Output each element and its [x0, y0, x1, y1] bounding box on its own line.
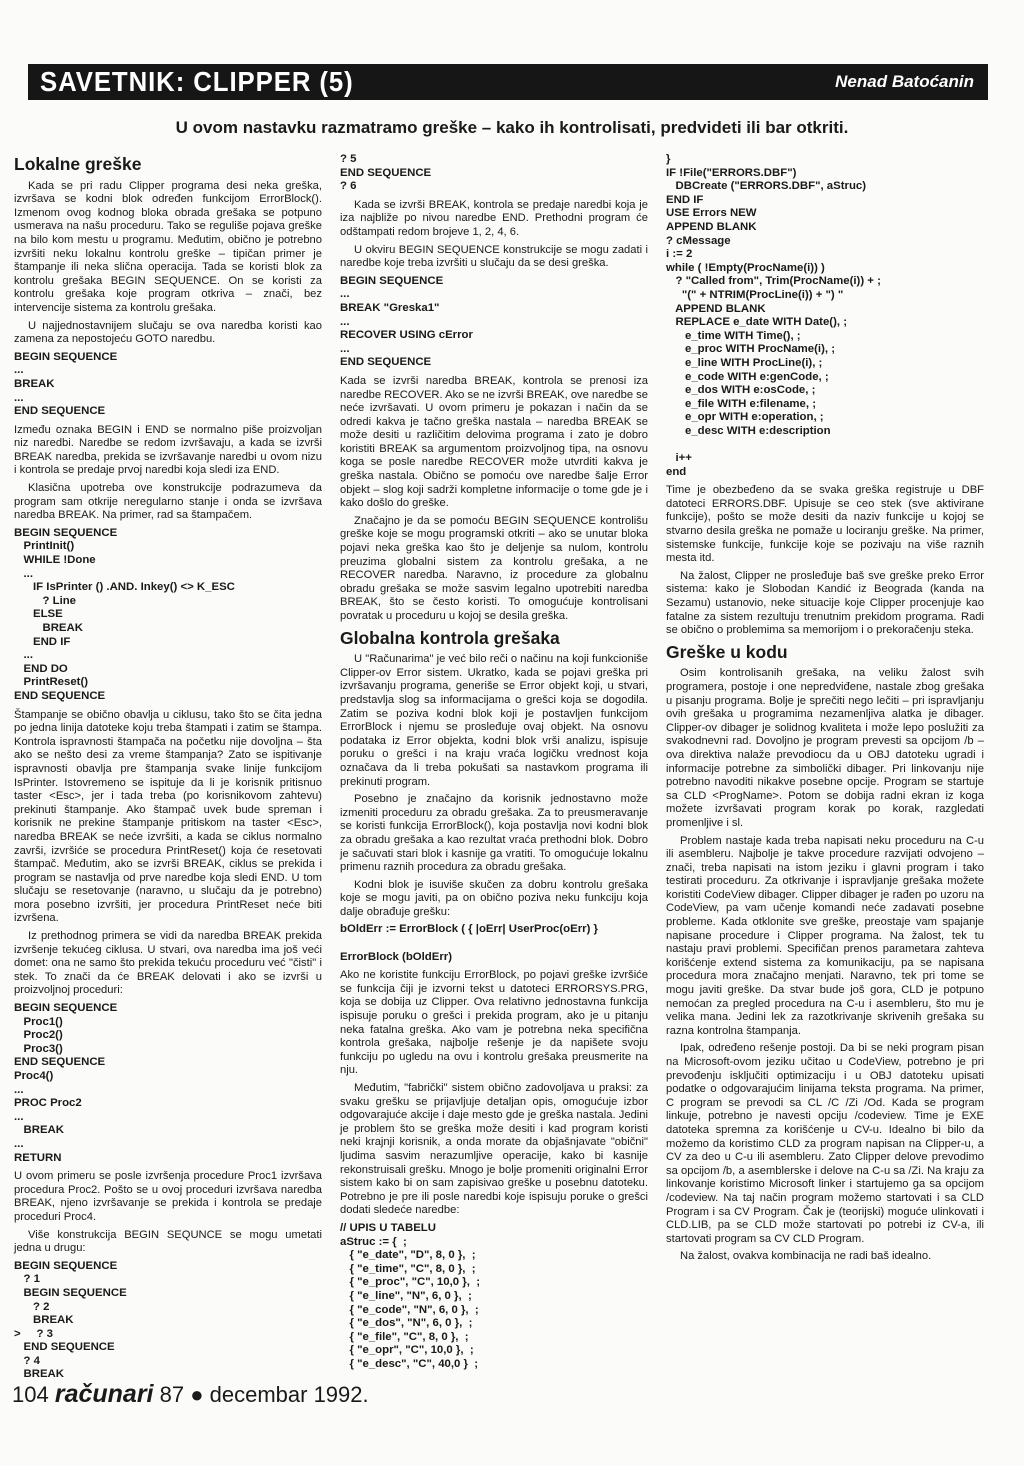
code-line: BEGIN SEQUENCE [340, 274, 444, 287]
code-line: e_file WITH e:filename, ; [666, 397, 817, 410]
code-line: END IF [14, 635, 71, 648]
code-line: { "e_date", "D", 8, 0 }, ; [340, 1249, 476, 1262]
code-line: ... [14, 649, 33, 662]
code-line: { "e_file", "C", 8, 0 }, ; [340, 1330, 469, 1343]
code-line: ? 1 [14, 1273, 40, 1286]
paragraph: Kada se izvrši naredba BREAK, kontrola se prenosi iza naredbe RECOVER. Ako se ne izvrši BREAK, ove naredbe se neće izvršavati. U ovom primeru je pokazan i način da se odredi kakva je tačno greška nastala – naredba BREAK se može desiti u različitim delovima programa i zato je dobro koristiti BREAK sa argumentom proizvoljnog tipa, na osnovu koga se posle naredbe RECOVER može utvrditi kakva je greška nastala. Obično se pomoću ove naredbe šalje Error objekt – slog koji sadrži kompletne informacije o tome gde je i kako došlo do greške. [340, 374, 648, 510]
code-line: ? 2 [14, 1300, 50, 1313]
code-line: BREAK [14, 1124, 64, 1137]
code-line: i++ [666, 452, 692, 465]
paragraph: Posebno je značajno da korisnik jednostavno može izmeniti proceduru za obradu grešaka. Za to preusmeravanje se koristi funkcija ErrorBlock(), koja postavlja novi kodni blok za obradu grešaka a kao rezultat vraća prethodni blok. Dobro je sačuvati stari blok i kasnije ga vratiti. To omogućuje lokalnu primenu raznih procedura za obradu grešaka. [340, 793, 648, 874]
paragraph: Kodni blok je isuviše skučen za dobru kontrolu grešaka koje se mogu javiti, pa on obično poziva neku funkciju koja dalje obrađuje grešku: [340, 878, 648, 918]
code-line: { "e_code", "N", 6, 0 }, ; [340, 1303, 479, 1316]
code-line: // UPIS U TABELU [340, 1221, 436, 1234]
code-line: "(" + NTRIM(ProcLine(i)) + ") " [666, 288, 844, 301]
paragraph: Iz prethodnog primera se vidi da naredba BREAK prekida izvršenje tekućeg ciklusa. U stvari, ova naredba ima još veći domet: ona ne samo što prekida tekuću proceduru već "čisti" i stek. To znači da će BREAK delovati i ako se izvrši u proizvoljnoj proceduri: [14, 930, 322, 997]
code-block [14, 1002, 322, 1165]
code-line: BREAK [14, 622, 83, 634]
code-line: Proc4() [14, 1070, 54, 1082]
paragraph: U najjednostavnijem slučaju se ova naredba koristi kao zamena za nepostojeću GOTO naredbu. [14, 319, 322, 346]
paragraph: Ipak, određeno rešenje postoji. Da bi se neki program pisan na Microsoft-ovom jeziku učitao u CodeView, potrebno je pri prevođenju isključiti optimizaciju i u OBJ datoteku upisati podatke o odgovarajućim linijama teksta programa. Na primer, C program se prevodi sa CL /C /Zi /Od. Kada se program linkuje, potrebno je navesti opciju /codeview. Time je EXE datoteka spremna za korišćenje u CV-u. Idealno bi bilo da možemo da koristimo CLD za program napisan na Clipper-u, a CV za deo u C-u ili asembleru. Zato Clipper delove prevodimo sa opcijom /b, a asemblerske i delove na C-u sa /Zi. Na kraju za linkovanje koristimo Microsoft linker i startujemo ga sa opcijom /codeview. Na taj način program možemo startovati i sa CLD Program i sa CV Program. Čak je (teorijski) moguće ulinkovati i CLD.LIB, pa se CLD može startovati po potrebi iz CV-a, ili startovati program sa CV CLD Program. [666, 1042, 984, 1245]
paragraph: Na žalost, ovakva kombinacija ne radi baš idealno. [680, 1250, 932, 1263]
code-line: end [666, 465, 687, 478]
paragraph: Na žalost, Clipper ne prosleđuje baš sve greške preko Error sistema: kako je Slobodan Kandić iz Beograda (kanda na Sezamu) ustanovio, neke situacije koje Clipper procenjuje kao fatalne za sistem rezultuju trenutnim prekidom programa. Radi se obično o problemima sa memorijom i o prekoračenju steka. [666, 569, 984, 637]
code-line: e_dos WITH e:osCode, ; [666, 384, 816, 397]
code-block [340, 923, 648, 964]
code-line: ? 6 [340, 180, 357, 193]
code-line: { "e_opr", "C", 10,0 }, ; [340, 1344, 474, 1357]
code-line: END IF [666, 193, 704, 206]
code-line: ... [14, 1137, 24, 1150]
code-line: ? 4 [14, 1354, 40, 1367]
code-line: aStruc := { ; [340, 1235, 407, 1248]
code-line: BREAK [14, 377, 55, 390]
paragraph: Štampanje se obično obavlja u ciklusu, tako što se čita jedna po jedna linija datoteke koju treba štampati i zatim se štampa. Kontrola ispravnosti štampača na početku nije dovoljna – šta ako se nešto desi za vreme štampanja? Zato se ispitivanje ispravnosti obavlja pre štampanja svake linije funkcijom IsPrinter. Istovremeno se ispituje da li je korisnik pritisnuo taster <Esc>, jer i tada treba (po korisnikovom zahtevu) prekinuti štampanje. Ako štampač uvek bude spreman i korisnik ne prekine štampanje pritiskom na taster <Esc>, naredba BREAK se neće izvršiti, a kada se ciklus normalno završi, izvršiće se procedura PrintReset() koja će resetovati štampač. Međutim, ako se izvrši BREAK, ciklus se prekida i program se nastavlja od prve naredbe koja sledi END. U tom slučaju se resetovanje (naravno, u slučaju da je potrebno) mora posebno izvršiti, jer procedura PrintReset neće biti izvršena. [14, 708, 322, 925]
code-line: PROC Proc2 [14, 1097, 82, 1110]
code-line: ... [14, 391, 24, 404]
code-block [340, 275, 648, 370]
code-line: DBCreate ("ERRORS.DBF", aStruc) [666, 180, 867, 193]
code-block [14, 1260, 322, 1382]
code-line: ... [340, 342, 350, 355]
code-line: END SEQUENCE [14, 1341, 115, 1354]
code-line: e_code WITH e:genCode, ; [666, 370, 829, 383]
code-line: END SEQUENCE [340, 356, 432, 369]
code-line: ... [340, 288, 350, 301]
code-line: APPEND BLANK [666, 220, 757, 233]
code-line: ? cMessage [666, 234, 731, 247]
code-line: RETURN [14, 1151, 62, 1164]
code-line: while ( !Empty(ProcName(i)) ) [666, 261, 825, 274]
code-line: { "e_time", "C", 8, 0 }, ; [340, 1262, 476, 1275]
paragraph: U ovom primeru se posle izvršenja procedure Proc1 izvršava procedura Proc2. Pošto se u ovoj proceduri izvršava naredba BREAK, njeno izvršavanje se prekida i kontrola se predaje proceduri Proc4. [14, 1170, 322, 1223]
paragraph: Problem nastaje kada treba napisati neku proceduru na C-u ili asembleru. Najbolje je takve procedure razvijati odvojeno – znači, treba napisati na istom jeziku i glavni program i tako testirati proceduru. Za otkrivanje i ispravljanje grešaka možete koristiti CodeView dibager. Clipper dibager je rađen po uzoru na CodeView, pa vam učenje komandi neće zadavati posebne probleme. Kada otklonite sve greške, preostaje vam spajanje napisane procedure i Clipper programa. Na žalost, tek tu nastaju pravi problemi. Specifičan prenos parametara zahteva korišćenje extend sistema za komunikaciju, pa se napisana procedura mora značajno menjati. Naravno, tek pri tome se mogu javiti greške. Da stvar bude još gora, CLD je potpuno nemoćan za pregled procedura na C-u i asembleru, što mu je velika mana. Jedini lek za razotkrivanje skrivenih grešaka su razna kontrolna štampanja. [666, 834, 984, 1037]
code-block [666, 153, 984, 479]
paragraph: Značajno je da se pomoću BEGIN SEQUENCE kontrolišu greške koje se mogu programski otkriti – ako se unutar bloka pojavi neka greška kao što je deljenje sa nulom, kontrolu preuzima globalni sistem za kontrolu grešaka, a ne RECOVER naredba. Naravno, iz procedure za globalnu obradu grešaka se može sasvim legalno upotrebiti naredba BREAK, što se često koristi. To omogućuje kontrolisani povratak u proceduru u kojoj se desila greška. [340, 514, 648, 622]
code-line: WHILE !Done [14, 554, 96, 567]
paragraph: Ako ne koristite funkciju ErrorBlock, po pojavi greške izvršiće se funkcija čiji je izvorni tekst u datoteci ERRORSYS.PRG, koja se dobija uz Clipper. Ova relativno jednostavna funkcija ispisuje poruku o grešci i prekida program, ako je u pitanju neka fatalna greška. Ako vam je potrebna neka specifična kontrola grešaka, najbolje rešenje je da napišete svoju funkciju po ugledu na ovu i kontrolu grešaka preusmerite na nju. [340, 969, 648, 1077]
code-line: BEGIN SEQUENCE [14, 1002, 118, 1015]
header-bar [28, 64, 988, 100]
code-block [340, 153, 648, 194]
section-heading: Globalna kontrola grešaka [340, 627, 560, 648]
code-line: IF IsPrinter () .AND. Inkey() <> K_ESC [14, 581, 235, 594]
code-line: Proc1() [14, 1015, 63, 1028]
code-line: { "e_line", "N", 6, 0 }, ; [340, 1289, 472, 1302]
code-line: e_desc WITH e:description [666, 424, 831, 437]
code-line: END DO [14, 662, 68, 675]
code-line: END SEQUENCE [14, 405, 106, 418]
code-line: i := 2 [666, 248, 693, 261]
column-2 [340, 150, 648, 1376]
code-line: REPLACE e_date WITH Date(), ; [666, 316, 848, 329]
code-line: ? 5 [340, 153, 357, 165]
column-3 [666, 150, 984, 1268]
code-line [340, 937, 648, 951]
code-line: USE Errors NEW [666, 207, 757, 220]
paragraph: Osim kontrolisanih grešaka, na veliku žalost svih programera, postoje i one nepredviđene, nastale zbog grešaka u pisanju programa. Bolje je sprečiti nego lečiti – pri ispravljanju ovih grešaka u programima nezamenljiva alatka je dibager. Clipper-ov dibager je solidnog kvaliteta i može lepo poslužiti za svakodnevni rad. Dovoljno je program prevesti sa opcijom /b – ova direktiva nalaže prevodiocu da u OBJ datoteku ugradi i informacije potrebne za simbolički dibager. Pri linkovanju nije potrebno navoditi nikakve posebne opcije. Program se startuje sa CLD <ProgName>. Potom se dobija radni ekran iz koga možete izvršavati program korak po korak, razgledati promenljive i sl. [666, 667, 984, 829]
paragraph: Kada se pri radu Clipper programa desi neka greška, izvršava se kodni blok određen funkcijom ErrorBlock(). Izmenom ovog kodnog bloka obrada grešaka se potpuno usmerava na našu proceduru. Tako se reguliše pojava greške na bilo kom mestu u programu. Međutim, obično je potrebno izvršiti neku lokalnu kontrolu greške – tipičan primer je štampanje ili neka slična operacija. Tada se koristi blok za kontrolu grešaka BEGIN SEQUENCE. On se koristi za kontrolu grešaka koje program otkriva – znači, bez intervencije sistema za kontrolu grešaka. [14, 179, 322, 314]
code-line: BREAK "Greska1" [340, 301, 440, 314]
code-line: Proc3() [14, 1042, 63, 1055]
section-heading: Lokalne greške [14, 154, 142, 174]
paragraph: Između oznaka BEGIN i END se normalno piše proizvoljan niz naredbi. Naredbe se redom izvršavaju, a kada se izvrši BREAK naredba, prekida se izvršavanje naredbi u ovom nizu i kontrola se predaje prvoj naredbi koja sledi iza END. [14, 423, 322, 477]
code-line: e_opr WITH e:operation, ; [666, 411, 824, 424]
section-heading: Greške u kodu [666, 641, 788, 662]
code-line: PrintReset() [14, 676, 89, 689]
code-line: Proc2() [14, 1029, 63, 1042]
code-line: ErrorBlock (bOldErr) [340, 950, 453, 963]
code-line: ... [14, 1110, 24, 1123]
paragraph: Time je obezbeđeno da se svaka greška registruje u DBF datoteci ERRORS.DBF. Upisuje se ceo stek (sve aktivirane funkcije), pošto se može desiti da naziv funkcije u kojoj se stvarno desila greška ne pomaže u lociranju greške. Na primer, sistemske funkcije, funkcije koje se pozivaju na više raznih mesta itd. [666, 484, 984, 565]
code-line: END SEQUENCE [340, 166, 432, 179]
paragraph: U "Računarima" je već bilo reči o načinu na koji funkcioniše Clipper-ov Error sistem. Ukratko, kada se pojavi greška pri izvršavanju programa, generiše se Error objekt koji, u stvari, predstavlja slog sa informacijama o grešci koja se dogodila. Zatim se poziva kodni blok koji je postavljen funkcijom ErrorBlock i njemu se prosleđuje ovaj objekt. Na osnovu podataka iz Error objekta, kodni blok vrši analizu, ispisuje poruku o grešci i na kraju vraća logičku vrednost koja označava da li treba pokušati sa nastavkom programa ili prekinuti program. [340, 653, 648, 788]
code-line: { "e_desc", "C", 40,0 } ; [340, 1357, 479, 1370]
code-line: BEGIN SEQUENCE [14, 526, 118, 539]
code-line: > ? 3 [14, 1327, 53, 1340]
code-block [14, 351, 322, 419]
issue-date: 87 ● decembar 1992. [159, 1382, 369, 1407]
page-number: 104 [12, 1382, 49, 1407]
code-line: ELSE [14, 608, 63, 621]
code-line: ... [14, 364, 24, 377]
code-line: BEGIN SEQUENCE [14, 350, 118, 363]
code-line: e_proc WITH ProcName(i), ; [666, 343, 835, 356]
code-line: END SEQUENCE [14, 1056, 106, 1069]
code-line: { "e_proc", "C", 10,0 }, ; [340, 1276, 480, 1289]
code-block [14, 527, 322, 704]
code-line: BEGIN SEQUENCE [14, 1259, 118, 1272]
code-block [340, 1222, 648, 1372]
code-line: { "e_dos", "N", 6, 0 }, ; [340, 1317, 473, 1330]
code-line: BREAK [14, 1314, 74, 1327]
code-line: } [666, 153, 671, 165]
paragraph: Kada se izvrši BREAK, kontrola se predaje naredbi koja je iza najbliže po nivou naredbe END. Prethodni program će odštampati redom brojeve 1, 2, 4, 6. [340, 198, 648, 238]
magazine-logo: računari [54, 1380, 154, 1408]
article-title: SAVETNIK: CLIPPER (5) [40, 66, 354, 97]
code-line: ... [14, 567, 33, 580]
article-subtitle: U ovom nastavku razmatramo greške – kako ih kontrolisati, predvideti ili bar otkriti. [175, 118, 849, 137]
paragraph: U okviru BEGIN SEQUENCE konstrukcije se mogu zadati i naredbe koje treba izvršiti u slučaju da se desi greška. [340, 243, 648, 270]
code-line: e_time WITH Time(), ; [666, 329, 801, 342]
code-line: ... [14, 1083, 24, 1096]
page-footer [12, 1380, 369, 1409]
code-line: e_line WITH ProcLine(i), ; [666, 356, 823, 369]
code-line: RECOVER USING cError [340, 329, 473, 342]
code-line [666, 438, 984, 452]
code-line: ? "Called from", Trim(ProcName(i)) + ; [666, 275, 881, 288]
code-line: BREAK [14, 1368, 64, 1381]
code-line: APPEND BLANK [666, 302, 766, 315]
article-author: Nenad Batoćanin [835, 72, 974, 91]
code-line: IF !File("ERRORS.DBF") [666, 166, 797, 179]
paragraph: Klasična upotreba ove konstrukcije podrazumeva da program sam otkrije neregularno stanje i onda se izvršava naredba BREAK. Na primer, rad sa štampačem. [14, 482, 322, 522]
paragraph: Međutim, "fabrički" sistem obično zadovoljava u praksi: za svaku grešku se prijavljuje detaljan opis, omogućuje izbor odgovarajuće akcije i daje mesto gde je greška nastala. Jedini je problem što se greška može desiti i kad program koristi neki krajnji korisnik, a onda morate da objašnjavate "obični" ljudima sasvim nerazumljive operacije, kako bi kasnije rekonstruisali grešku. Mnogo je bolje promeniti originalni Error sistem kako bi on sam zapisivao greške u posebnu datoteku. Potrebno je pre ili posle naredbi koje ispisuju poruke o grešci dodati sledeće naredbe: [340, 1082, 648, 1217]
code-line: ... [340, 315, 350, 328]
code-line: bOldErr := ErrorBlock ( { |oErr| UserProc(oErr) } [340, 923, 598, 936]
paragraph: Više konstrukcija BEGIN SEQUNCE se mogu umetati jedna u drugu: [14, 1228, 322, 1255]
code-line: BEGIN SEQUENCE [14, 1286, 127, 1299]
code-line: END SEQUENCE [14, 689, 106, 702]
code-line: ? Line [14, 594, 77, 607]
code-line: PrintInit() [14, 540, 75, 553]
column-1 [14, 150, 322, 1387]
